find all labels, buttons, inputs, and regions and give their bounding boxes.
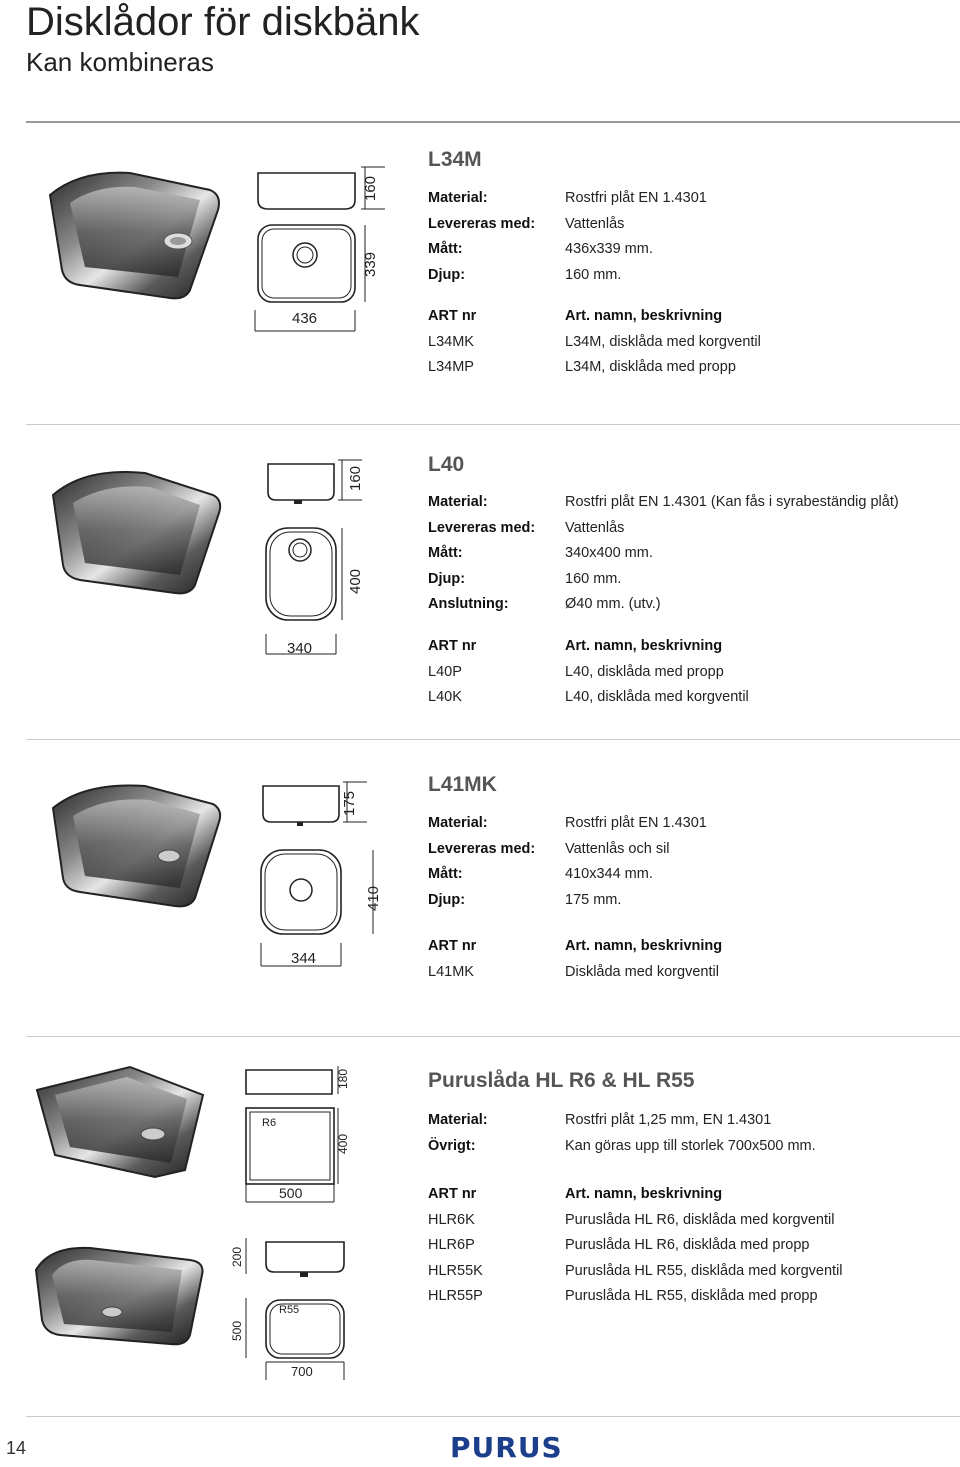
dim-width: 344 [291,950,317,967]
art-table [428,934,722,985]
product-title: Puruslåda HL R6 & HL R55 [428,1069,695,1092]
art-description: L40, disklåda med propp [565,663,724,680]
sink-photo-hl-r55 [30,1240,210,1350]
spec-label: Djup: [428,570,466,587]
page-subtitle: Kan kombineras [26,47,214,77]
art-header: Art. namn, beskrivning [565,638,723,654]
dim-depth: 339 [362,251,380,278]
spec-label: Levereras med: [428,215,536,232]
spec-value: Rostfri plåt EN 1.4301 (Kan fås i syrabeständig plåt) [565,494,899,510]
sink-photo-l41mk [45,780,225,915]
art-description: Puruslåda HL R6, disklåda med korgventil [565,1211,835,1228]
spec-value: 340x400 mm. [565,545,653,561]
spec-value: 160 mm. [565,266,622,283]
art-header: Art. namn, beskrivning [565,308,723,324]
art-header: ART nr [428,938,477,954]
dim-radius: R6 [262,1117,277,1129]
spec-label: Material: [428,494,488,510]
art-header: Art. namn, beskrivning [565,938,723,954]
dim-width: 500 [279,1185,303,1201]
spec-table [428,811,707,913]
spec-label: Material: [428,815,488,831]
art-header: ART nr [428,1186,477,1202]
dim-height: 160 [362,175,380,202]
sink-photo-hl-r6 [35,1065,205,1180]
dim-height: 200 [230,1246,245,1268]
dim-depth: 400 [347,568,365,595]
spec-label: Mått: [428,545,463,561]
spec-table [428,490,899,618]
art-description: L34M, disklåda med propp [565,359,736,375]
spec-label: Mått: [428,241,463,257]
product-title: L34M [428,148,482,171]
dim-radius: R55 [279,1304,300,1316]
spec-label: Material: [428,190,488,206]
spec-label: Levereras med: [428,519,536,536]
spec-value: Rostfri plåt EN 1.4301 [565,815,707,831]
spec-label: Djup: [428,891,466,908]
dim-width: 340 [287,640,313,657]
spec-label: Anslutning: [428,596,509,612]
product-title: L40 [428,453,465,476]
divider [26,739,960,740]
dim-width: 700 [291,1364,313,1379]
art-description: Puruslåda HL R55, disklåda med korgventil [565,1262,843,1279]
page-title: Disklådor för diskbänk [26,0,420,44]
dim-depth: 400 [336,1133,351,1155]
spec-table [428,1108,816,1159]
spec-label: Djup: [428,266,466,283]
art-number: HLR6P [428,1237,475,1253]
art-number: HLR55K [428,1262,483,1279]
spec-value: 436x339 mm. [565,241,653,257]
spec-value: Rostfri plåt EN 1.4301 [565,190,707,206]
dim-depth: 410 [365,885,383,912]
art-table [428,1182,843,1310]
spec-value: 160 mm. [565,570,622,587]
art-number: L40P [428,663,462,680]
spec-label: Levereras med: [428,840,536,857]
drawing-hl-r55 [240,1238,360,1383]
dim-depth: 500 [230,1320,245,1342]
spec-label: Mått: [428,866,463,882]
page-number: 14 [6,1438,27,1458]
sink-photo-l34m [40,165,225,305]
art-number: L34MP [428,359,474,375]
art-number: L34MK [428,333,474,350]
divider [26,424,960,425]
divider [26,1416,960,1417]
art-table [428,304,761,381]
art-description: Puruslåda HL R6, disklåda med propp [565,1237,810,1253]
art-description: L40, disklåda med korgventil [565,689,749,705]
dim-width: 436 [292,310,318,327]
art-number: L40K [428,689,462,705]
art-description: Puruslåda HL R55, disklåda med propp [565,1288,818,1304]
spec-label: Material: [428,1112,488,1128]
art-number: L41MK [428,963,474,980]
product-title: L41MK [428,773,497,796]
sink-photo-l40 [45,465,225,600]
purus-logo: PURUS [450,1431,563,1464]
art-number: HLR55P [428,1288,483,1304]
dim-height: 160 [347,465,365,492]
divider [26,1036,960,1037]
art-header: Art. namn, beskrivning [565,1186,723,1202]
art-description: L34M, disklåda med korgventil [565,333,761,350]
spec-value: Vattenlås [565,519,625,536]
art-table [428,634,749,711]
spec-table [428,186,707,288]
art-number: HLR6K [428,1211,475,1228]
divider [26,121,960,123]
spec-value: Kan göras upp till storlek 700x500 mm. [565,1137,816,1154]
spec-value: Ø40 mm. (utv.) [565,596,661,612]
art-description: Disklåda med korgventil [565,963,719,980]
art-header: ART nr [428,638,477,654]
dim-height: 175 [341,790,359,817]
art-header: ART nr [428,308,477,324]
spec-value: 175 mm. [565,891,622,908]
dim-height: 180 [336,1068,351,1090]
spec-value: Vattenlås [565,215,625,232]
spec-value: Vattenlås och sil [565,840,670,857]
spec-label: Övrigt: [428,1137,476,1154]
spec-value: 410x344 mm. [565,866,653,882]
spec-value: Rostfri plåt 1,25 mm, EN 1.4301 [565,1112,772,1128]
